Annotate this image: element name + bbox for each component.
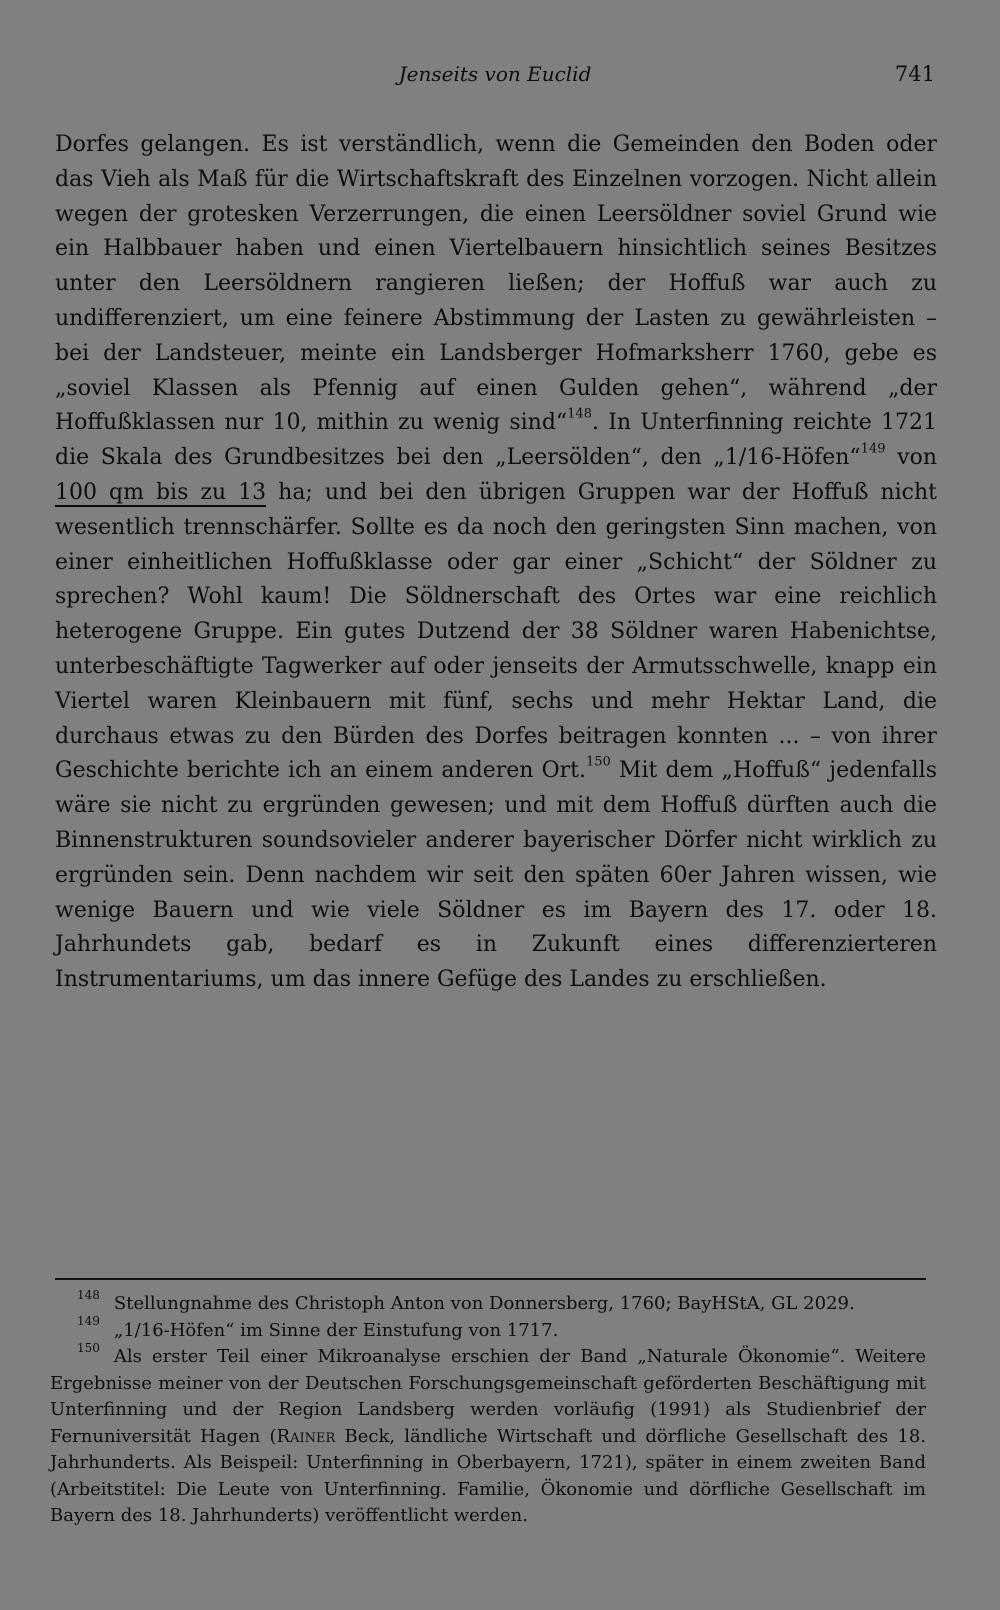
footnote-number: 150 — [77, 1340, 100, 1355]
footnotes — [50, 1287, 927, 1530]
footnote-150 — [50, 1340, 927, 1530]
author-name-smallcaps: Rainer — [276, 1425, 336, 1447]
footnote-149 — [50, 1314, 926, 1345]
page-header — [55, 60, 935, 92]
footnote-ref-149[interactable]: 149 — [860, 441, 886, 457]
footnote-text: „1/16-Höfen“ im Sinne der Einstufung von 1717. — [113, 1319, 559, 1341]
footnote-ref-148[interactable]: 148 — [567, 406, 592, 422]
body-text-part-1: Dorfes gelangen. Es ist verständlich, wenn die Gemeinden den Boden oder das Vieh als Maß für die Wirtschaftskraft des Einzelnen vorzogen. Nicht allein wegen der grotesken Verzerrungen, die einen Leersöldner soviel Grund wie ein Halbbauer haben und einen Viertelbauern hinsichtlich seines Besitzes unter den Leersöldnern rangieren ließen; der Hoffuß war auch zu undifferenziert, um eine feinere Abstimmung der Lasten zu gewährleisten – bei der Landsteuer, meinte ein Landsberger Hofmarksherr 1760, gebe es „soviel Klassen als Pfennig auf einen Gulden gehen“, während „der Hoffußklassen nur 10, mithin zu wenig sind“ — [55, 132, 937, 436]
footnote-text: Als erster Teil einer Mikroanalyse erschien der Band „Naturale Ökonomie“. Weitere Ergebnisse meiner von der Deutschen Forschungsgemeinschaft geförderten Beschäftigung mit Unterfinning und der Region Landsberg werden vorläufig (1991) als Studienbrief der Fernuniversität Hagen ( — [50, 1346, 926, 1447]
footnote-number: 148 — [77, 1287, 100, 1302]
handwritten-underline-mark: 100 qm bis zu 13 — [55, 479, 267, 505]
running-title: Jenseits von Euclid — [398, 62, 592, 86]
footnote-text-continued: Beck, ländliche Wirtschaft und dörfliche Gesellschaft des 18. Jahrhunderts. Als Beispeil: Unterfinning in Oberbayern, 1721), später in einem zweiten Band (Arbeitstitel: Die Leute von Unterfinning. Familie, Ökonomie und dörfliche Gesellschaft im Bayern des 18. Jahrhunderts) veröffentlicht werden. — [50, 1425, 927, 1526]
page-number: 741 — [894, 62, 935, 86]
body-text-part-4: ha; und bei den übrigen Gruppen war der Hoffuß nicht wesentlich trennschärfer. Sollte es da noch den geringsten Sinn machen, von einer einheitlichen Hoffußklasse oder gar einer „Schicht“ der Söldner zu sprechen? Wohl kaum! Die Söldnerschaft des Ortes war eine reichlich heterogene Gruppe. Ein gutes Dutzend der 38 Söldner waren Habenichtse, unterbeschäftigte Tagwerker auf oder jenseits der Armutsschwelle, knapp ein Viertel waren Kleinbauern mit fünf, sechs und mehr Hektar Land, die durchaus etwas zu den Bürden des Dorfes beitragen konnten ... – von ihrer Geschichte berichte ich an einem anderen Ort. — [55, 479, 937, 784]
footnote-number: 149 — [77, 1314, 100, 1329]
footnote-text: Stellungnahme des Christoph Anton von Donnersberg, 1760; BayHStA, GL 2029. — [113, 1293, 855, 1314]
body-text-part-3: von — [885, 445, 937, 471]
footnote-148 — [50, 1287, 926, 1318]
body-paragraph — [55, 128, 937, 998]
footnote-ref-150[interactable]: 150 — [585, 754, 611, 770]
body-text-part-2: . In Unterfinning reichte 1721 die Skala des Grundbesitzes bei den „Leersölden“, den „1/16-Höfen“ — [55, 410, 937, 471]
footnote-divider — [55, 1278, 926, 1280]
body-text-part-5: Mit dem „Hoffuß“ jedenfalls wäre sie nicht zu ergründen gewesen; und mit dem Hoffuß dürften auch die Binnenstrukturen soundsovieler anderer bayerischer Dörfer nicht wirklich zu ergründen sein. Denn nachdem wir seit den späten 60er Jahren wissen, wie wenige Bauern und wie viele Söldner es im Bayern des 17. oder 18. Jahrhundets gab, bedarf es in Zukunft eines differenzierteren Instrumentariums, um das innere Gefüge des Landes zu erschließen. — [55, 758, 937, 993]
